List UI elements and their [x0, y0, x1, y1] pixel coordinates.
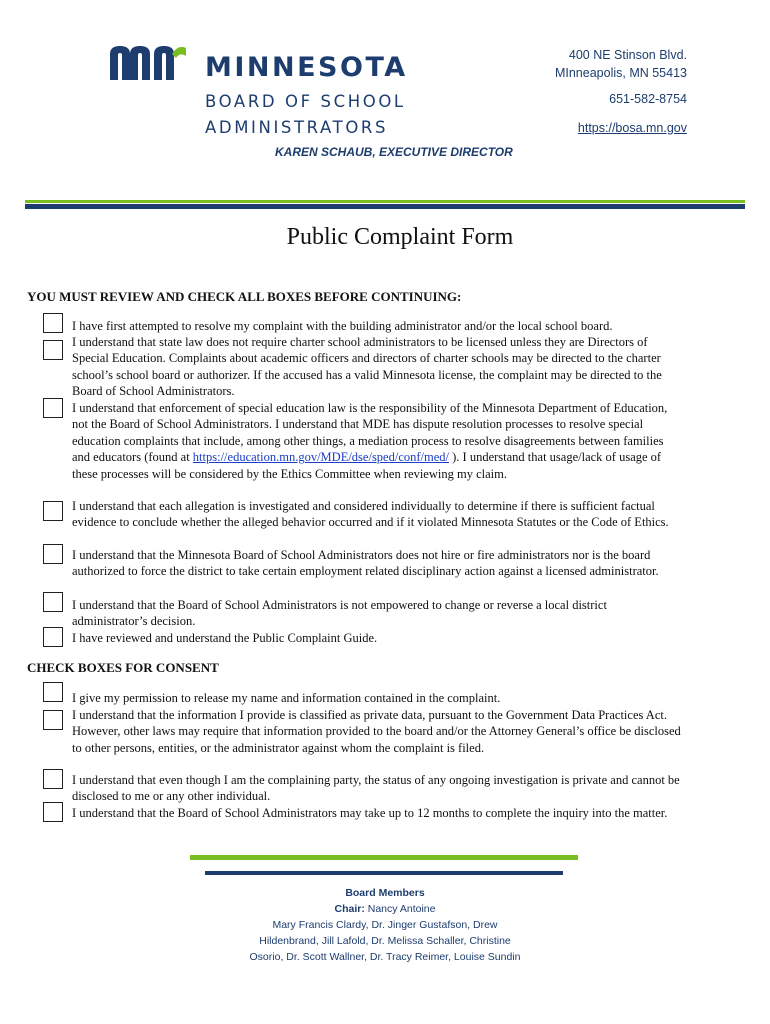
review-checkbox-5[interactable]: [43, 544, 63, 564]
review-checkbox-4[interactable]: [43, 501, 63, 521]
header-rule-green: [25, 200, 745, 203]
consent-item-2: I understand that the information I provide is classified as private data, pursuant to the Government Data Practices Act. However, other laws may require that information provided to the board and/or the Attorney General’s office be disclosed to other persons, entities, or the administrator against whom the complaint is filed.: [72, 708, 681, 755]
footer-rule-green: [190, 855, 578, 860]
review-checkbox-7[interactable]: [43, 627, 63, 647]
review-item-3-text-a: I understand that enforcement of special education law is the responsibility of the Minnesota Department of Education, not the Board of School Administrators. I understand that MDE has dispute resolution processes to resolve special education complaints that include, among other things, a mediation process to resolve disagreements between families and educators (found at: [72, 401, 668, 465]
board-members-line1: Mary Francis Clardy, Dr. Jinger Gustafson, Drew: [272, 919, 498, 931]
review-item-4: I understand that each allegation is investigated and considered individually to determine if there is sufficient factual evidence to conclude whether the alleged behavior occurred and if it violated Minnesota Statutes or the Code of Ethics.: [72, 499, 669, 530]
footer-rule-navy: [205, 871, 563, 875]
review-item-5: I understand that the Minnesota Board of School Administrators does not hire or fire administrators nor is the board authorized to force the district to take certain employment related disciplinary action against a licensed administrator.: [72, 548, 659, 579]
address-line2: MInneapolis, MN 55413: [554, 66, 687, 80]
consent-checkbox-1[interactable]: [43, 682, 63, 702]
website-link[interactable]: https://bosa.mn.gov: [577, 121, 687, 135]
consent-item-1: I give my permission to release my name and information contained in the complaint.: [72, 691, 501, 705]
org-subtitle-line2: ADMINISTRATORS: [205, 118, 389, 137]
review-checkbox-3[interactable]: [43, 398, 63, 418]
address-line1: 400 NE Stinson Blvd.: [568, 48, 687, 62]
board-chair: [0, 903, 770, 915]
board-members-line2: Hildenbrand, Jill Lafold, Dr. Melissa Schaller, Christine: [259, 935, 511, 947]
review-item-7: I have reviewed and understand the Public Complaint Guide.: [72, 631, 378, 645]
consent-checkbox-4[interactable]: [43, 802, 63, 822]
phone-number: 651-582-8754: [609, 92, 687, 106]
board-members-line3: Osorio, Dr. Scott Wallner, Dr. Tracy Reimer, Louise Sundin: [249, 951, 521, 963]
review-item-1: I have first attempted to resolve my complaint with the building administrator and/or the local school board.: [72, 319, 613, 333]
review-item-6: I understand that the Board of School Administrators is not empowered to change or reverse a local district administrator’s decision.: [72, 598, 607, 629]
org-name: MINNESOTA: [205, 52, 408, 83]
chair-name: Nancy Antoine: [364, 903, 436, 915]
consent-checkbox-3[interactable]: [43, 769, 63, 789]
consent-item-3: I understand that even though I am the complaining party, the status of any ongoing investigation is private and cannot be disclosed to me or any other individual.: [72, 773, 680, 804]
review-checkbox-1[interactable]: [43, 313, 63, 333]
header-rule-navy: [25, 204, 745, 209]
mde-mediation-link[interactable]: https://education.mn.gov/MDE/dse/sped/conf/med/: [192, 450, 450, 465]
page-title: Public Complaint Form: [286, 224, 514, 250]
review-item-2: I understand that state law does not require charter school administrators to be licensed unless they are Directors of Special Education. Complaints about academic officers and directors of charter schools may be directed to the charter school’s school board or authorizer. If the accused has a valid Minnesota license, the complaint may be directed to the Board of School Administrators.: [72, 335, 662, 399]
board-members-heading: Board Members: [345, 887, 425, 899]
consent-item-4: I understand that the Board of School Administrators may take up to 12 months to complete the inquiry into the matter.: [72, 806, 668, 820]
review-item-3-text-b: ). I understand that usage/lack of usage of these processes will be considered by the Ethics Committee when reviewing my claim.: [72, 450, 662, 481]
org-subtitle-line1: BOARD OF SCHOOL: [205, 92, 406, 111]
review-item-3: [72, 400, 682, 482]
section-consent-heading: CHECK BOXES FOR CONSENT: [27, 660, 219, 675]
consent-checkbox-2[interactable]: [43, 710, 63, 730]
minnesota-logo-icon: [108, 44, 186, 80]
review-checkbox-2[interactable]: [43, 340, 63, 360]
executive-director: KAREN SCHAUB, EXECUTIVE DIRECTOR: [275, 145, 513, 159]
chair-label: Chair:: [334, 903, 365, 915]
review-checkbox-6[interactable]: [43, 592, 63, 612]
section-review-heading: YOU MUST REVIEW AND CHECK ALL BOXES BEFORE CONTINUING:: [27, 289, 462, 304]
